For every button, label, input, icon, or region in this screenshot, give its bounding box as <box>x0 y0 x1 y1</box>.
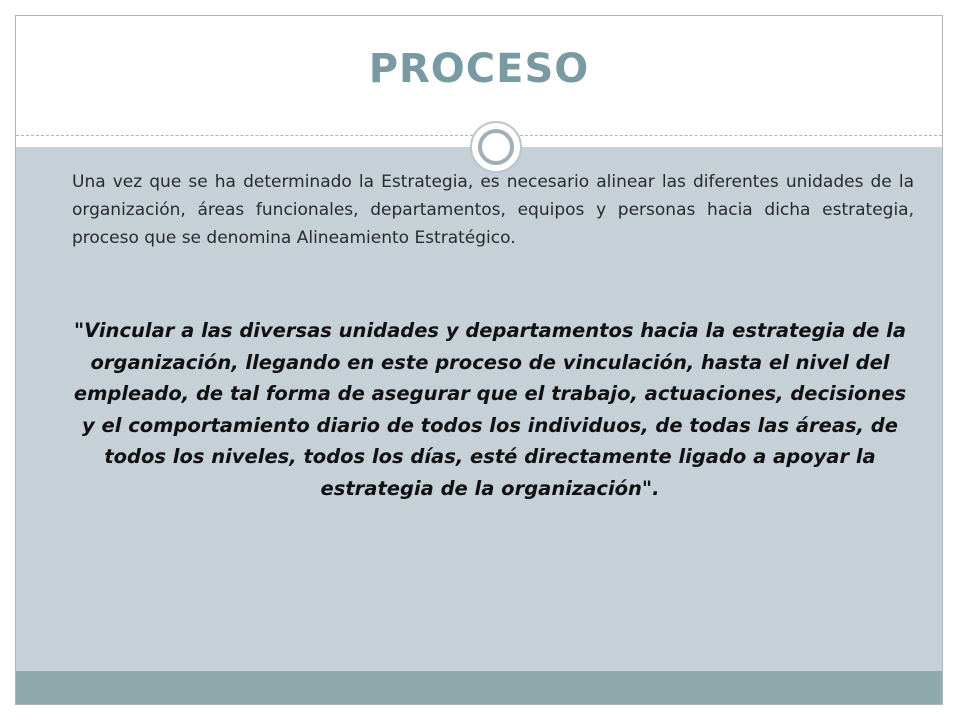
quote-text: "Vincular a las diversas unidades y departamentos hacia la estrategia de la organización, llegando en este proceso de vinculación, hasta el nivel del empleado, de tal forma de asegurar que el trabajo, actuaciones, decisiones y el comportamiento diario de todos los individuos, de todas las áreas, de todos los niveles, todos los días, esté directamente ligado a apoyar la estrategia de la organización". <box>73 319 907 500</box>
circle-ring-inner <box>478 129 514 165</box>
slide-title: PROCESO <box>368 46 590 92</box>
circle-ring-icon <box>470 121 522 173</box>
body-paragraph: Una vez que se ha determinado la Estrategia, es necesario alinear las diferentes unidades de la organización, áreas funcionales, departamentos, equipos y personas hacia dicha estrategia, proceso que se denomina Alineamiento Estratégico. <box>72 172 914 248</box>
title-area <box>16 16 942 136</box>
footer-bar <box>16 671 942 704</box>
